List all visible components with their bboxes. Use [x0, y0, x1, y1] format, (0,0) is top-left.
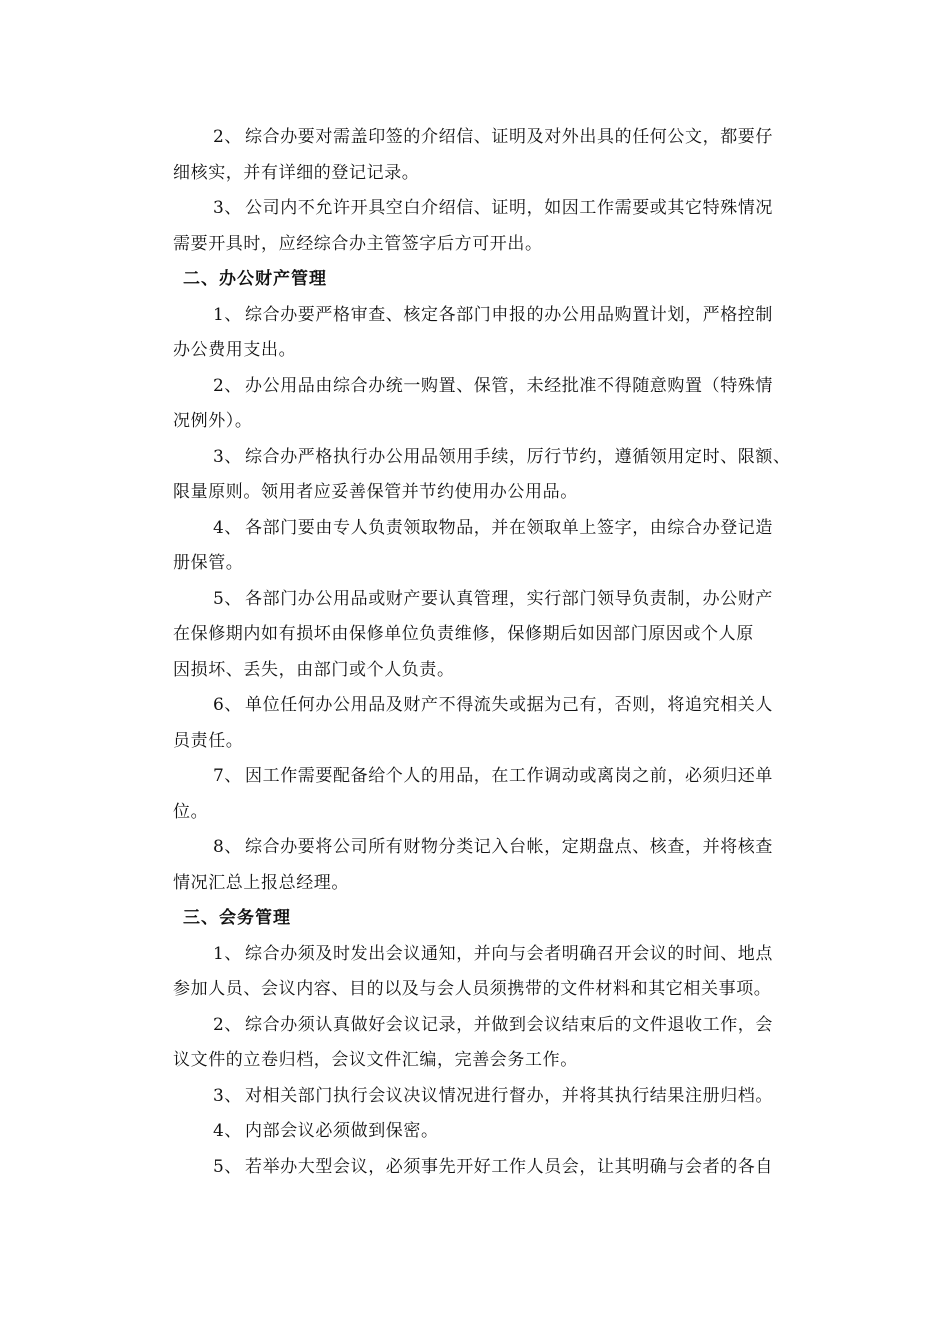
item-text: 各部门要由专人负责领取物品，并在领取单上签字，由综合办登记造 — [245, 517, 773, 538]
item-number: 6、 — [213, 695, 243, 715]
continuation-line: 位。 — [173, 801, 209, 822]
list-item-first-line — [173, 937, 813, 973]
list-item-first-line — [173, 298, 813, 334]
item-number: 3、 — [213, 1085, 243, 1106]
list-item-first-line — [173, 1114, 813, 1150]
section-heading: 三、会务管理 — [183, 908, 291, 928]
continuation-line: 需要开具时，应经综合办主管签字后方可开出。 — [173, 233, 543, 254]
list-item-first-line — [173, 582, 813, 618]
item-number: 5、 — [213, 588, 243, 609]
item-text: 单位任何办公用品及财产不得流失或据为己有，否则，将追究相关人 — [245, 695, 773, 715]
item-text: 若举办大型会议，必须事先开好工作人员会，让其明确与会者的各自 — [245, 1156, 773, 1177]
list-item-first-line — [173, 1079, 813, 1115]
item-text: 综合办须及时发出会议通知，并向与会者明确召开会议的时间、地点 — [245, 943, 773, 964]
item-number: 4、 — [213, 517, 243, 538]
item-number: 4、 — [213, 1121, 243, 1141]
item-text: 各部门办公用品或财产要认真管理，实行部门领导负责制，办公财产 — [245, 588, 773, 609]
continuation-line: 限量原则。领用者应妥善保管并节约使用办公用品。 — [173, 482, 578, 502]
item-number: 2、 — [213, 375, 243, 396]
list-item-first-line — [173, 440, 813, 476]
list-item-first-line — [173, 1150, 813, 1186]
continuation-line: 员责任。 — [173, 730, 244, 751]
item-text: 综合办要严格审查、核定各部门申报的办公用品购置计划，严格控制 — [245, 304, 773, 325]
list-item-first-line — [173, 369, 813, 405]
list-item-first-line — [173, 759, 813, 795]
continuation-line: 办公费用支出。 — [173, 340, 297, 360]
item-number: 1、 — [213, 304, 243, 325]
section-heading: 二、办公财产管理 — [183, 269, 327, 289]
document-body — [173, 120, 813, 1185]
item-text: 公司内不允许开具空白介绍信、证明，如因工作需要或其它特殊情况 — [245, 198, 773, 218]
list-item-first-line — [173, 511, 813, 547]
item-text: 办公用品由综合办统一购置、保管，未经批准不得随意购置（特殊情 — [245, 375, 773, 396]
item-number: 3、 — [213, 198, 243, 218]
continuation-line: 况例外）。 — [173, 411, 253, 431]
item-text: 综合办须认真做好会议记录，并做到会议结束后的文件退收工作，会 — [245, 1014, 773, 1035]
item-number: 8、 — [213, 837, 243, 857]
item-text: 综合办要将公司所有财物分类记入台帐，定期盘点、核查，并将核查 — [245, 837, 773, 857]
continuation-line: 在保修期内如有损坏由保修单位负责维修，保修期后如因部门原因或个人原 — [173, 624, 754, 644]
continuation-line: 册保管。 — [173, 553, 244, 573]
list-item-first-line — [173, 191, 813, 227]
list-item-first-line — [173, 120, 813, 156]
item-number: 2、 — [213, 1014, 243, 1035]
continuation-line: 参加人员、会议内容、目的以及与会人员须携带的文件材料和其它相关事项。 — [173, 979, 772, 999]
item-number: 5、 — [213, 1156, 243, 1177]
item-text: 对相关部门执行会议决议情况进行督办，并将其执行结果注册归档。 — [245, 1085, 773, 1106]
item-number: 3、 — [213, 446, 243, 467]
continuation-line: 细核实，并有详细的登记记录。 — [173, 162, 420, 183]
continuation-line: 议文件的立卷归档，会议文件汇编，完善会务工作。 — [173, 1050, 578, 1070]
item-number: 2、 — [213, 127, 243, 147]
item-text: 因工作需要配备给个人的用品，在工作调动或离岗之前，必须归还单 — [245, 766, 773, 786]
list-item-first-line — [173, 688, 813, 724]
list-item-first-line — [173, 830, 813, 866]
item-text: 综合办要对需盖印签的介绍信、证明及对外出具的任何公文，都要仔 — [245, 127, 773, 147]
item-number: 7、 — [213, 766, 243, 786]
list-item-first-line — [173, 1008, 813, 1044]
item-text: 内部会议必须做到保密。 — [245, 1121, 439, 1141]
item-number: 1、 — [213, 943, 243, 964]
item-text: 综合办严格执行办公用品领用手续，厉行节约，遵循领用定时、限额、 — [245, 446, 791, 467]
continuation-line: 因损坏、丢失，由部门或个人负责。 — [173, 659, 455, 680]
continuation-line: 情况汇总上报总经理。 — [173, 872, 349, 893]
